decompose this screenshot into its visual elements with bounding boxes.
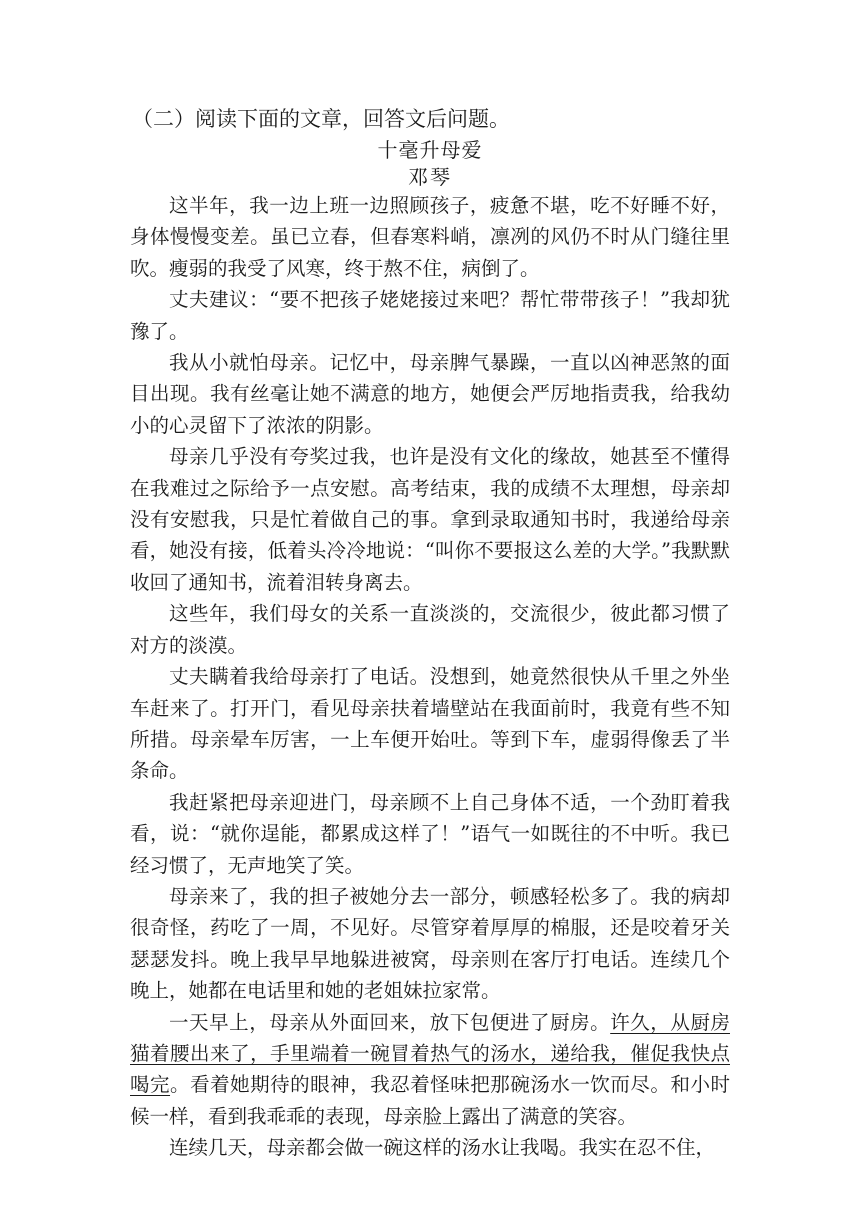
article-title: 十毫升母爱 bbox=[377, 138, 483, 162]
paragraph-with-underline bbox=[130, 1007, 730, 1133]
paragraph: 丈夫建议：“要不把孩子姥姥接过来吧？帮忙带带孩子！”我却犹豫了。 bbox=[130, 288, 730, 343]
paragraph-text: 。看着她期待的眼神，我忍着怪味把那碗汤水一饮而尽。和小时候一样，看到我乖乖的表现，母亲脸上露出了满意的笑容。 bbox=[130, 1073, 730, 1128]
paragraph: 母亲来了，我的担子被她分去一部分，顿感轻松多了。我的病却很奇怪，药吃了一周，不见好。尽管穿着厚厚的棉服，还是咬着牙关瑟瑟发抖。晚上我早早地躲进被窝，母亲则在客厅打电话。连续几个晚上，她都在电话里和她的老姐妹拉家常。 bbox=[130, 884, 730, 1003]
question-heading: （二）阅读下面的文章，回答文后问题。 bbox=[132, 107, 510, 131]
paragraph: 我从小就怕母亲。记忆中，母亲脾气暴躁，一直以凶神恶煞的面目出现。我有丝毫让她不满意的地方，她便会严厉地指责我，给我幼小的心灵留下了浓浓的阴影。 bbox=[130, 351, 730, 437]
paragraph: 这些年，我们母女的关系一直淡淡的，交流很少，彼此都习惯了对方的淡漠。 bbox=[130, 602, 730, 657]
paragraph: 我赶紧把母亲迎进门，母亲顾不上自己身体不适，一个劲盯着我看，说：“就你逞能，都累成这样了！”语气一如既往的不中听。我已经习惯了，无声地笑了笑。 bbox=[130, 790, 730, 877]
paragraph: 这半年，我一边上班一边照顾孩子，疲惫不堪，吃不好睡不好，身体慢慢变差。虽已立春，但春寒料峭，凛冽的风仍不时从门缝往里吹。瘦弱的我受了风寒，终于熬不住，病倒了。 bbox=[130, 194, 730, 280]
paragraph: 母亲几乎没有夸奖过我，也许是没有文化的缘故，她甚至不懂得在我难过之际给予一点安慰。高考结束，我的成绩不太理想，母亲却没有安慰我，只是忙着做自己的事。拿到录取通知书时，我递给母亲看，她没有接，低着头冷冷地说：“叫你不要报这么差的大学。”我默默收回了通知书，流着泪转身离去。 bbox=[130, 445, 730, 594]
paragraph-text: 一天早上，母亲从外面回来，放下包便进了厨房。 bbox=[169, 1010, 611, 1034]
underlined-sentence: 许久，从厨房猫着腰出来了，手里端着一碗冒着热气的汤水，递给我，催促我快点喝完 bbox=[130, 1010, 730, 1097]
paragraph: 连续几天，母亲都会做一碗这样的汤水让我喝。我实在忍不住， bbox=[169, 1136, 716, 1160]
paragraph: 丈夫瞒着我给母亲打了电话。没想到，她竟然很快从千里之外坐车赶来了。打开门，看见母亲扶着墙壁站在我面前时，我竟有些不知所措。母亲晕车厉害，一上车便开始吐。等到下车，虚弱得像丢了半条命。 bbox=[130, 665, 730, 783]
article-author: 邓琴 bbox=[408, 165, 452, 189]
article-body bbox=[130, 190, 730, 1164]
